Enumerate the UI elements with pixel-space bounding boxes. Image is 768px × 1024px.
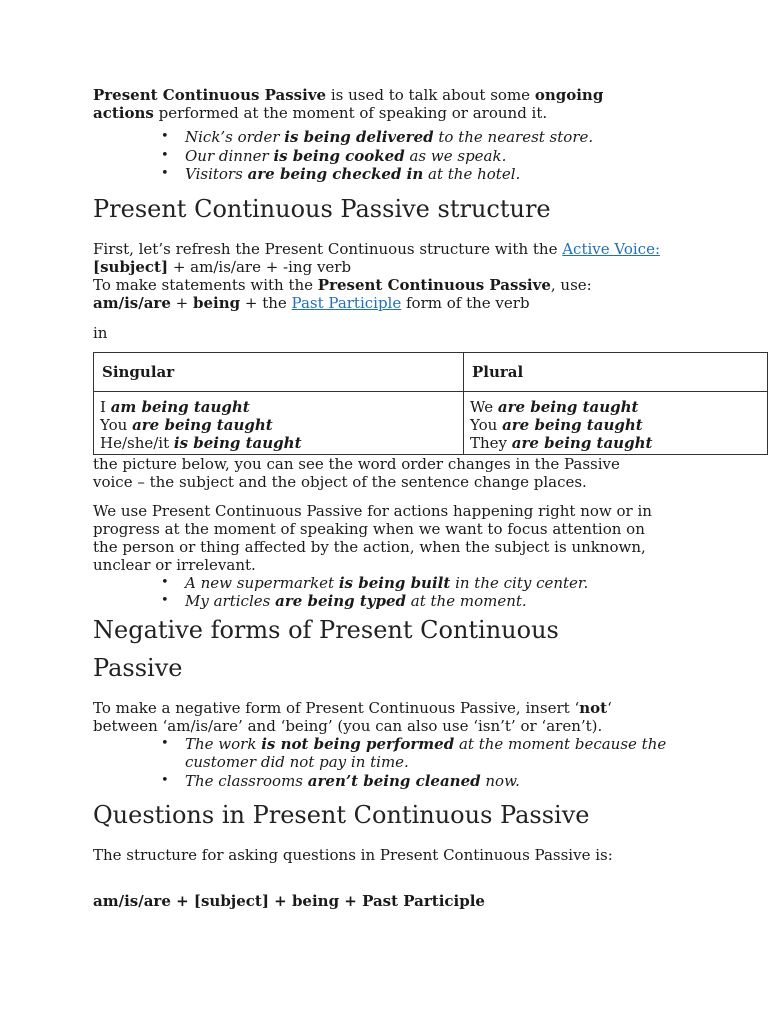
past-participle-link[interactable]: Past Participle (291, 293, 402, 312)
active-voice-link[interactable]: Active Voice: (562, 239, 661, 258)
intro-text-2: performed at the moment of speaking or around it. (153, 104, 548, 122)
header-plural: Plural (464, 352, 768, 391)
examples-list-negative (93, 735, 675, 791)
fragment-in: in (93, 323, 108, 342)
negative-paragraph: To make a negative form of Present Continuous Passive, insert ‘not‘ between ‘am/is/are’ and ‘being’ (you can also use ‘isn’t’ or ‘aren’t). (93, 698, 612, 735)
questions-paragraph: The structure for asking questions in Present Continuous Passive is: (93, 846, 613, 864)
table-header-row (94, 352, 768, 391)
header-singular: Singular (94, 352, 464, 391)
intro-text-1: is used to talk about some (326, 86, 535, 104)
examples-list-usage (93, 574, 768, 611)
after-table-paragraph: the picture below, you can see the word order changes in the Passive voice – the subject and the object of the sentence change places. (93, 454, 620, 491)
plural-cell: We are being taught You are being taught They are being taught (464, 391, 768, 454)
list-item: • Our dinner is being cooked as we speak. (185, 147, 768, 166)
intro-actions: actions (93, 104, 154, 122)
structure-paragraph: First, let’s refresh the Present Continuous structure with the Active Voice: [subject] + am/is/are + -ing verb To make statements with the Present Continuous Passive, use: am/is/are + being + the Past Participle form of the verb (93, 239, 661, 312)
heading-structure: Present Continuous Passive structure (93, 194, 551, 223)
intro-ongoing: ongoing (534, 86, 604, 104)
list-item: • Visitors are being checked in at the hotel. (185, 165, 768, 184)
heading-questions: Questions in Present Continuous Passive (93, 801, 590, 829)
negative-not: not (579, 698, 608, 717)
list-item: • Nick’s order is being delivered to the nearest store. (185, 128, 768, 147)
usage-paragraph: We use Present Continuous Passive for actions happening right now or in progress at the moment of speaking when we want to focus attention on the person or thing affected by the action, when the subject is unknown, unclear or irrelevant. (93, 501, 652, 574)
conjugation-table (93, 352, 768, 455)
questions-formula: am/is/are + [subject] + being + Past Participle (93, 892, 485, 910)
list-item: • The classrooms aren’t being cleaned now. (185, 772, 675, 791)
intro-paragraph (93, 86, 623, 122)
intro-term: Present Continuous Passive (93, 86, 327, 104)
heading-negative: Negative forms of Present Continuous Passive (93, 615, 559, 682)
list-item: • The work is not being performed at the moment because the customer did not pay in time. (185, 735, 675, 772)
document-page (93, 86, 768, 910)
singular-cell: I am being taught You are being taught He/she/it is being taught (94, 391, 464, 454)
examples-list-affirmative (93, 128, 768, 184)
formula-active: [subject] (93, 257, 169, 276)
table-row (94, 391, 768, 454)
list-item: • A new supermarket is being built in the city center. (185, 574, 768, 593)
list-item: • My articles are being typed at the moment. (185, 592, 768, 611)
